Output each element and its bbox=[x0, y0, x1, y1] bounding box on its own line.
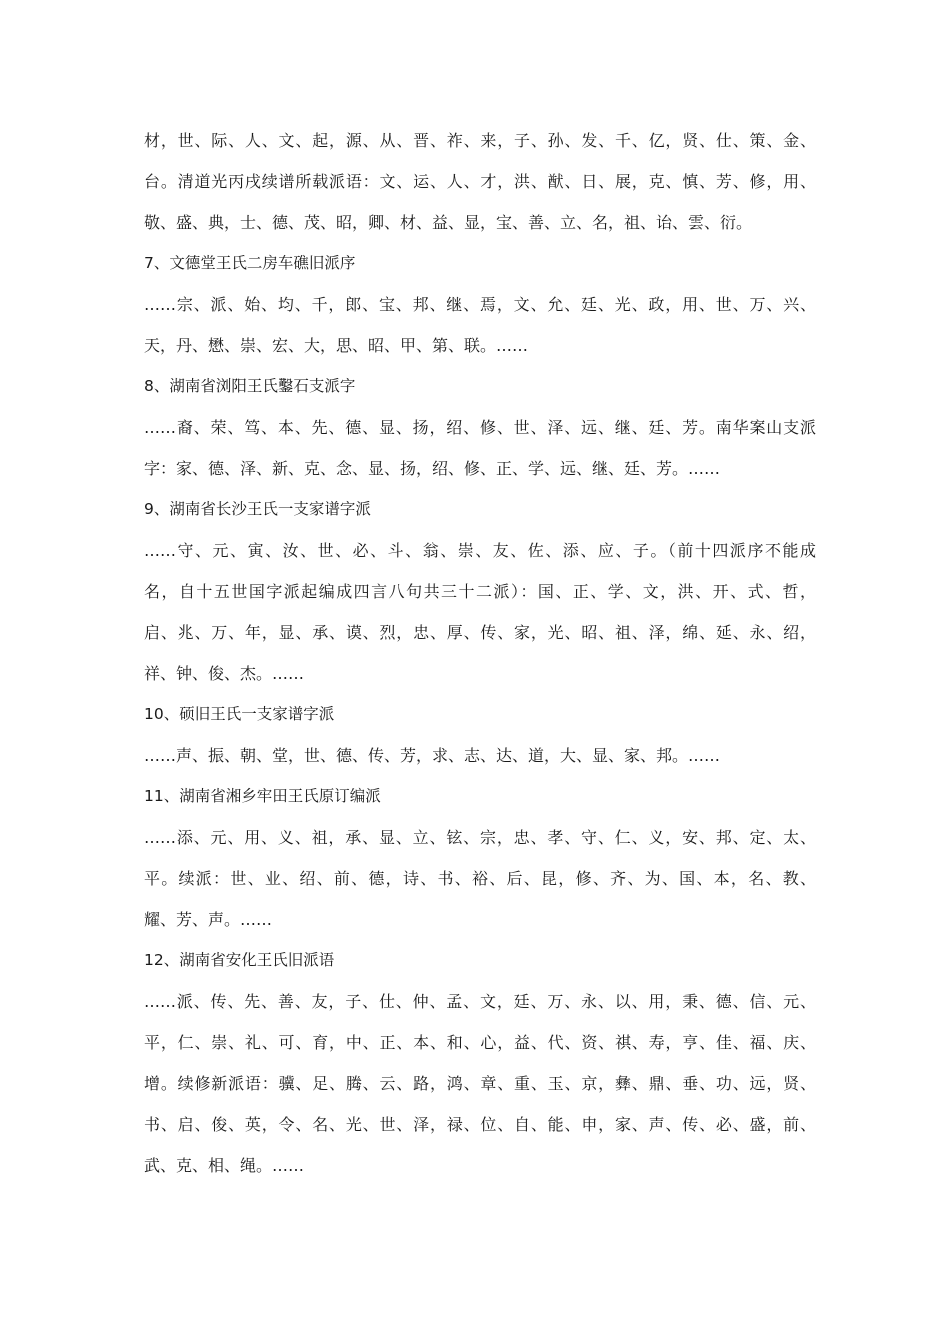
paragraph-line: 武、克、相、绳。…… bbox=[144, 1156, 305, 1175]
paragraph-line: 增。续修新派语：骥、足、腾、云、路，鸿、章、重、玉、京，彝、鼎、垂、功、远，贤、 bbox=[144, 1074, 816, 1093]
section-heading: 11、湖南省湘乡牢田王氏原订编派 bbox=[144, 787, 381, 805]
paragraph-line: ……宗、派、始、均、千，郎、宝、邦、继、焉，文、允、廷、光、政，用、世、万、兴、 bbox=[144, 295, 816, 314]
paragraph-line: ……声、振、朝、堂，世、德、传、芳，求、志、达、道，大、显、家、邦。…… bbox=[144, 746, 721, 765]
paragraph-line: 祥、钟、俊、杰。…… bbox=[144, 664, 305, 683]
paragraph-line: 材，世、际、人、文、起，源、从、晋、祚、来，子、孙、发、千、亿，贤、仕、策、金、 bbox=[144, 131, 816, 150]
paragraph-line: ……裔、荣、笃、本、先、德、显、扬，绍、修、世、泽、远、继、廷、芳。南华案山支派 bbox=[144, 418, 816, 437]
paragraph-line: 台。清道光丙戌续谱所载派语：文、运、人、才，洪、猷、日、展，克、慎、芳、修，用、 bbox=[144, 172, 816, 191]
paragraph-line: 天，丹、懋、崇、宏、大，思、昭、甲、第、联。…… bbox=[144, 336, 529, 355]
paragraph-line: 字：家、德、泽、新、克、念、显、扬，绍、修、正、学、远、继、廷、芳。…… bbox=[144, 459, 721, 478]
paragraph-line: 平。续派：世、业、绍、前、德，诗、书、裕、后、昆，修、齐、为、国、本，名、教、 bbox=[144, 869, 816, 888]
section-heading: 10、硕旧王氏一支家谱字派 bbox=[144, 705, 335, 723]
paragraph-line: ……守、元、寅、汝、世、必、斗、翁、崇、友、佐、添、应、子。（前十四派序不能成 bbox=[144, 541, 816, 560]
paragraph-line: ……派、传、先、善、友，子、仕、仲、孟、文，廷、万、永、以、用，秉、德、信、元、 bbox=[144, 992, 816, 1011]
document-body bbox=[144, 120, 816, 1186]
section-heading: 9、湖南省长沙王氏一支家谱字派 bbox=[144, 500, 371, 518]
paragraph-line: 敬、盛、典，士、德、茂、昭，卿、材、益、显，宝、善、立、名，祖、诒、雲、衍。 bbox=[144, 213, 753, 232]
paragraph-line: 平，仁、崇、礼、可、育，中、正、本、和、心，益、代、资、祺、寿，亨、佳、福、庆、 bbox=[144, 1033, 816, 1052]
section-heading: 8、湖南省浏阳王氏鑿石支派字 bbox=[144, 377, 356, 395]
paragraph-line: ……添、元、用、义、祖，承、显、立、铉、宗，忠、孝、守、仁、义，安、邦、定、太、 bbox=[144, 828, 816, 847]
paragraph-line: 名，自十五世国字派起编成四言八句共三十二派）：国、正、学、文，洪、开、式、哲， bbox=[144, 582, 816, 601]
paragraph-line: 耀、芳、声。…… bbox=[144, 910, 273, 929]
paragraph-line: 书、启、俊、英，令、名、光、世、泽，禄、位、自、能、申，家、声、传、必、盛，前、 bbox=[144, 1115, 816, 1134]
section-heading: 12、湖南省安化王氏旧派语 bbox=[144, 951, 335, 969]
section-heading: 7、文德堂王氏二房车礁旧派序 bbox=[144, 254, 356, 272]
paragraph-line: 启、兆、万、年，显、承、谟、烈，忠、厚、传、家，光、昭、祖、泽，绵、延、永、绍， bbox=[144, 623, 816, 642]
